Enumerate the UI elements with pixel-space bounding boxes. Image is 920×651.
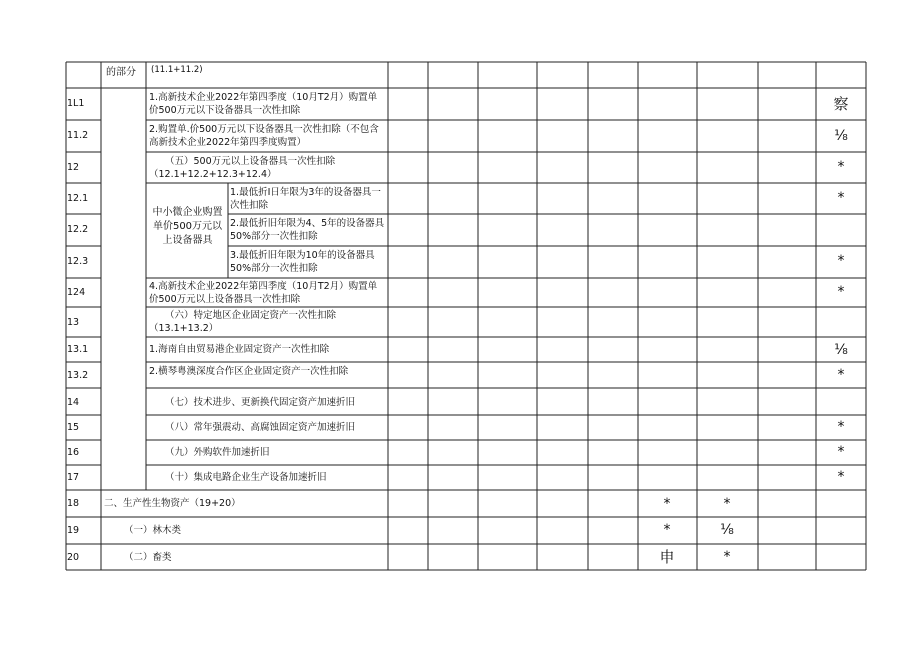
row-desc: （六）特定地区企业固定资产一次性扣除（13.1+13.2） bbox=[149, 310, 337, 334]
row-no: 13.1 bbox=[67, 344, 89, 355]
row-no: 15 bbox=[67, 422, 80, 433]
row-desc: （二）畜类 bbox=[124, 552, 172, 563]
row-desc: 二、生产性生物资产（19+20） bbox=[104, 498, 241, 509]
mark: * bbox=[837, 444, 845, 460]
mark: * bbox=[663, 522, 671, 538]
row-no: 124 bbox=[67, 287, 86, 298]
row-no: 11.2 bbox=[67, 130, 89, 141]
row-desc: （五）500万元以上设备器具一次性扣除（12.1+12.2+12.3+12.4） bbox=[149, 156, 336, 180]
row-no: 12.1 bbox=[67, 193, 89, 204]
row-desc: （八）常年强震动、高腐蚀固定资产加速折旧 bbox=[165, 422, 356, 433]
mark: * bbox=[837, 367, 845, 383]
mark: * bbox=[723, 549, 731, 565]
mark: * bbox=[723, 496, 731, 512]
row-desc: 2.最低折旧年限为4、5年的设备器具50%部分一次性扣除 bbox=[230, 218, 385, 242]
mark: ⅛ bbox=[720, 522, 734, 538]
mark: * bbox=[837, 253, 845, 269]
mark: 申 bbox=[659, 548, 675, 566]
row-desc: 2.购置单.价500万元以下设备器具一次性扣除（不包含高新技术企业2022年第四季度购置） bbox=[149, 124, 379, 148]
row-desc: （一）林木类 bbox=[124, 525, 182, 536]
mark: 察 bbox=[833, 95, 849, 113]
mark: * bbox=[837, 469, 845, 485]
mark: * bbox=[837, 190, 845, 206]
row-desc: （十）集成电路企业生产设备加速折旧 bbox=[165, 472, 327, 483]
row-no: 16 bbox=[67, 447, 80, 458]
row-no: 20 bbox=[67, 552, 80, 563]
row-no: 12 bbox=[67, 162, 80, 173]
part-label: 的部分 bbox=[106, 67, 136, 78]
row-desc: 1.最低折I日年限为3年的设备器具一次性扣除 bbox=[230, 187, 381, 211]
row-no: 18 bbox=[67, 498, 80, 509]
mark: * bbox=[837, 159, 845, 175]
mark: ⅛ bbox=[834, 342, 848, 358]
row-desc: 2.横琴粤澳深度合作区企业固定资产一次性扣除 bbox=[149, 366, 349, 377]
row-desc: 4.高新技术企业2022年第四季度（10月T2月）购置单价500万元以上设备器具一次性扣除 bbox=[149, 281, 378, 305]
row-no: 13.2 bbox=[67, 370, 89, 381]
part-formula: (11.1+11.2) bbox=[151, 65, 203, 75]
row-no: 13 bbox=[67, 317, 80, 328]
row-no: 19 bbox=[67, 525, 80, 536]
row-no: 12.3 bbox=[67, 256, 89, 267]
group-label: 中小微企业购置单价500万元以上设备器具 bbox=[152, 207, 223, 246]
row-no: 14 bbox=[67, 397, 80, 408]
mark: * bbox=[837, 284, 845, 300]
row-desc: 3.最低折旧年限为10年的设备器具50%部分一次性扣除 bbox=[230, 250, 375, 274]
row-desc: 1.高新技术企业2022年第四季度（10月T2月）购置单价500万元以下设备器具一次性扣除 bbox=[149, 92, 378, 116]
row-no: 17 bbox=[67, 472, 80, 483]
row-desc: 1.海南自由贸易港企业固定资产一次性扣除 bbox=[149, 344, 330, 355]
mark: * bbox=[663, 496, 671, 512]
row-no: 12.2 bbox=[67, 224, 89, 235]
row-no: 1L1 bbox=[67, 98, 85, 109]
row-desc: （九）外购软件加速折旧 bbox=[165, 447, 270, 458]
mark: ⅛ bbox=[834, 128, 848, 144]
row-desc: （七）技术进步、更新换代固定资产加速折旧 bbox=[165, 397, 356, 408]
mark: * bbox=[837, 419, 845, 435]
